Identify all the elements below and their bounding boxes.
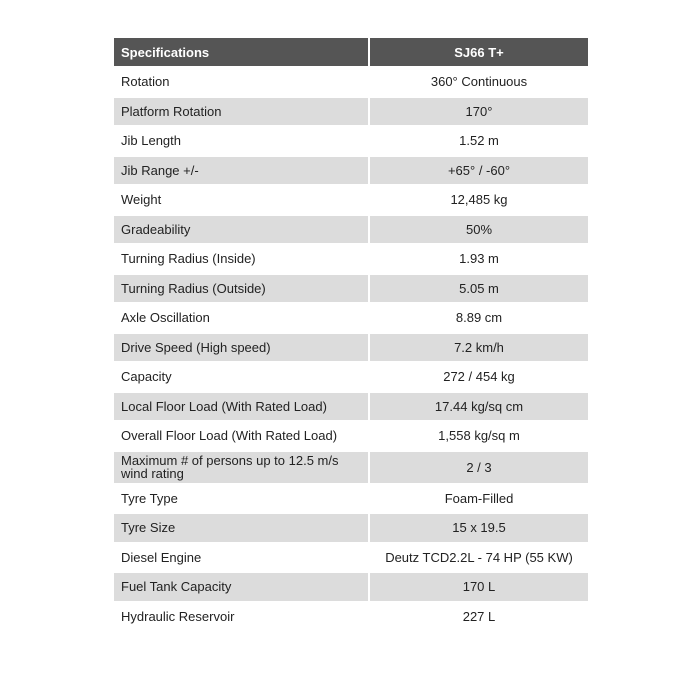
spec-label: Capacity — [114, 362, 369, 392]
spec-label: Drive Speed (High speed) — [114, 333, 369, 363]
table-row — [114, 543, 588, 573]
spec-label: Jib Range +/- — [114, 156, 369, 186]
table-row — [114, 156, 588, 186]
spec-value: +65° / -60° — [369, 156, 588, 186]
spec-value: 170 L — [369, 572, 588, 602]
spec-value: 227 L — [369, 602, 588, 632]
table-row — [114, 97, 588, 127]
spec-value: 8.89 cm — [369, 303, 588, 333]
table-row — [114, 244, 588, 274]
spec-label: Overall Floor Load (With Rated Load) — [114, 421, 369, 451]
table-row — [114, 513, 588, 543]
spec-label: Platform Rotation — [114, 97, 369, 127]
table-row — [114, 362, 588, 392]
spec-label: Maximum # of persons up to 12.5 m/s wind rating — [114, 451, 369, 484]
spec-value: 15 x 19.5 — [369, 513, 588, 543]
spec-value: Deutz TCD2.2L - 74 HP (55 KW) — [369, 543, 588, 573]
spec-label: Jib Length — [114, 126, 369, 156]
spec-label: Diesel Engine — [114, 543, 369, 573]
spec-value: 12,485 kg — [369, 185, 588, 215]
spec-value: 2 / 3 — [369, 451, 588, 484]
spec-value: 360° Continuous — [369, 67, 588, 97]
spec-value: 5.05 m — [369, 274, 588, 304]
spec-label: Weight — [114, 185, 369, 215]
spec-label: Hydraulic Reservoir — [114, 602, 369, 632]
table-row — [114, 421, 588, 451]
spec-label: Fuel Tank Capacity — [114, 572, 369, 602]
spec-value: 50% — [369, 215, 588, 245]
table-row — [114, 215, 588, 245]
table-row — [114, 572, 588, 602]
header-specifications: Specifications — [114, 38, 369, 67]
spec-label: Gradeability — [114, 215, 369, 245]
spec-label: Rotation — [114, 67, 369, 97]
spec-value: 1,558 kg/sq m — [369, 421, 588, 451]
spec-label: Tyre Size — [114, 513, 369, 543]
table-row — [114, 126, 588, 156]
table-row — [114, 451, 588, 484]
spec-value: Foam-Filled — [369, 484, 588, 514]
spec-label: Tyre Type — [114, 484, 369, 514]
spec-label: Local Floor Load (With Rated Load) — [114, 392, 369, 422]
table-row — [114, 333, 588, 363]
table-row — [114, 185, 588, 215]
spec-value: 17.44 kg/sq cm — [369, 392, 588, 422]
spec-label: Axle Oscillation — [114, 303, 369, 333]
table-row — [114, 484, 588, 514]
spec-label: Turning Radius (Inside) — [114, 244, 369, 274]
spec-label: Turning Radius (Outside) — [114, 274, 369, 304]
spec-value: 170° — [369, 97, 588, 127]
spec-value: 7.2 km/h — [369, 333, 588, 363]
spec-value: 272 / 454 kg — [369, 362, 588, 392]
specifications-table — [114, 38, 588, 632]
table-header-row — [114, 38, 588, 67]
table-row — [114, 274, 588, 304]
table-row — [114, 392, 588, 422]
table-row — [114, 303, 588, 333]
table-row — [114, 602, 588, 632]
spec-value: 1.52 m — [369, 126, 588, 156]
table-row — [114, 67, 588, 97]
spec-value: 1.93 m — [369, 244, 588, 274]
header-model: SJ66 T+ — [369, 38, 588, 67]
